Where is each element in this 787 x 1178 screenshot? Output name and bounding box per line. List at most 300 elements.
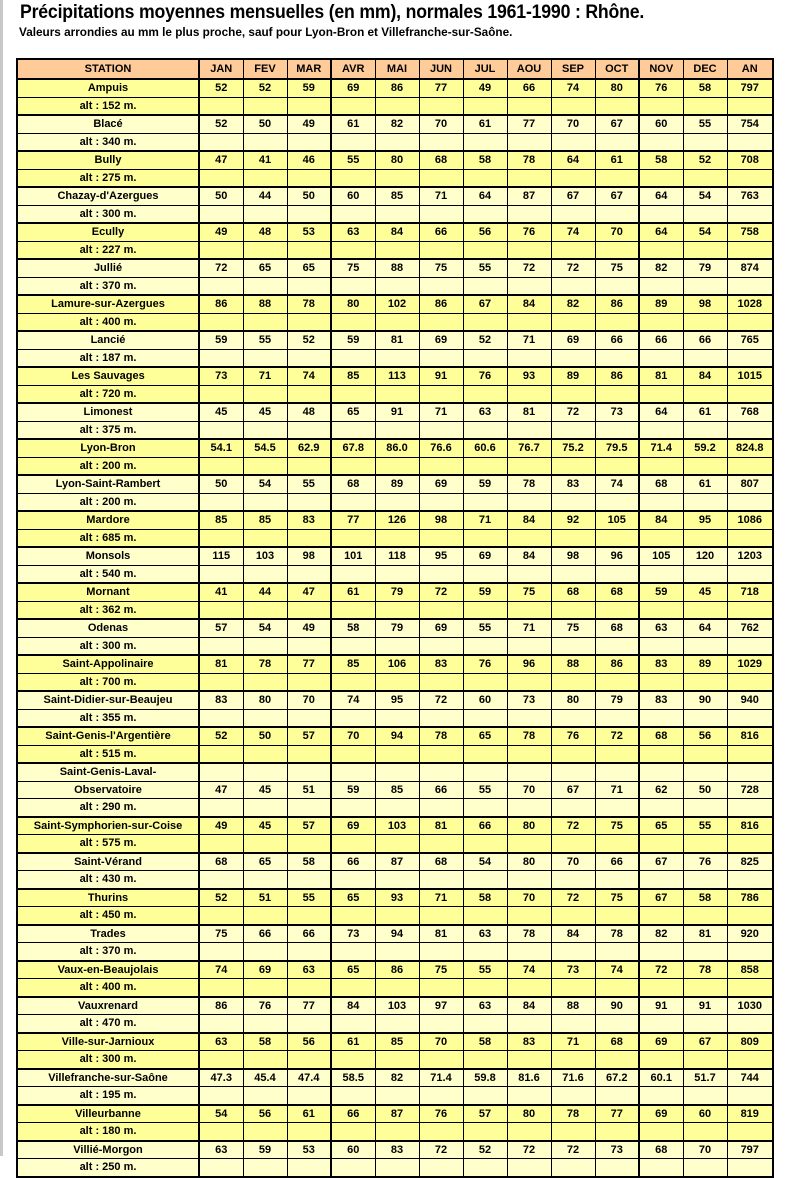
- empty-cell: [551, 1159, 595, 1177]
- station-name: Odenas: [17, 619, 199, 637]
- empty-cell: [551, 835, 595, 853]
- value-dec: 45: [683, 583, 727, 601]
- value-jul: 64: [463, 187, 507, 205]
- empty-cell: [463, 205, 507, 223]
- empty-cell: [727, 745, 773, 763]
- empty-cell: [595, 1051, 639, 1069]
- value-nov: 67: [639, 889, 683, 907]
- value-oct: 70: [595, 223, 639, 241]
- value-aou: 76: [507, 223, 551, 241]
- value-oct: 66: [595, 331, 639, 349]
- empty-cell: [507, 871, 551, 889]
- empty-cell: [199, 601, 243, 619]
- empty-cell: [287, 241, 331, 259]
- empty-cell: [243, 709, 287, 727]
- empty-cell: [375, 601, 419, 619]
- station-group: [17, 1105, 773, 1141]
- empty-cell: [287, 835, 331, 853]
- station-name: Saint-Appolinaire: [17, 655, 199, 673]
- value-sep: 83: [551, 475, 595, 493]
- empty-cell: [243, 979, 287, 997]
- value-nov: 82: [639, 925, 683, 943]
- value-jan: 49: [199, 817, 243, 835]
- value-jul: 57: [463, 1105, 507, 1123]
- empty-cell: [243, 277, 287, 295]
- value-dec: 70: [683, 1141, 727, 1159]
- value-jul: 59: [463, 583, 507, 601]
- value-jul: 49: [463, 79, 507, 97]
- empty-cell: [243, 601, 287, 619]
- station-group: [17, 691, 773, 727]
- value-oct: 68: [595, 619, 639, 637]
- empty-cell: [507, 1159, 551, 1177]
- empty-cell: [419, 745, 463, 763]
- empty-cell: [463, 529, 507, 547]
- empty-cell: [595, 1087, 639, 1105]
- empty-cell: [595, 745, 639, 763]
- empty-cell: [683, 1015, 727, 1033]
- value-mai: 82: [375, 115, 419, 133]
- empty-cell: [595, 1123, 639, 1141]
- value-jul: 52: [463, 1141, 507, 1159]
- value-an: 762: [727, 619, 773, 637]
- column-header-mar: MAR: [287, 59, 331, 79]
- station-name: Lancié: [17, 331, 199, 349]
- value-dec: 64: [683, 619, 727, 637]
- station-group: [17, 547, 773, 583]
- value-avr: 80: [331, 295, 375, 313]
- value-nov: 83: [639, 655, 683, 673]
- value-jan: 47.3: [199, 1069, 243, 1087]
- empty-cell: [639, 457, 683, 475]
- empty-cell: [683, 565, 727, 583]
- precipitation-table: [16, 58, 774, 1178]
- value-oct: 77: [595, 1105, 639, 1123]
- value-mai: 102: [375, 295, 419, 313]
- value-jan: 57: [199, 619, 243, 637]
- empty-cell: [463, 601, 507, 619]
- value-fev: 65: [243, 853, 287, 871]
- value-fev: 51: [243, 889, 287, 907]
- empty-cell: [199, 943, 243, 961]
- value-mai: 103: [375, 997, 419, 1015]
- empty-cell: [551, 745, 595, 763]
- empty-cell: [375, 1051, 419, 1069]
- value-oct: 96: [595, 547, 639, 565]
- column-header-aou: AOU: [507, 59, 551, 79]
- value-jun: 97: [419, 997, 463, 1015]
- value-dec: 59.2: [683, 439, 727, 457]
- value-fev: 52: [243, 79, 287, 97]
- altitude-row: [17, 385, 773, 403]
- empty-cell: [551, 1123, 595, 1141]
- altitude-row: [17, 871, 773, 889]
- empty-cell: [595, 871, 639, 889]
- empty-cell: [551, 565, 595, 583]
- station-group: [17, 79, 773, 115]
- empty-cell: [287, 421, 331, 439]
- value-jan: 52: [199, 115, 243, 133]
- value-sep: 75: [551, 619, 595, 637]
- station-row: [17, 187, 773, 205]
- empty-cell: [463, 277, 507, 295]
- empty-cell: [199, 1051, 243, 1069]
- value-jun: 70: [419, 1033, 463, 1051]
- empty-cell: [243, 799, 287, 817]
- value-oct: 86: [595, 367, 639, 385]
- value-fev: 80: [243, 691, 287, 709]
- empty-cell: [595, 907, 639, 925]
- value-avr: 69: [331, 79, 375, 97]
- station-group: [17, 475, 773, 511]
- value-aou: 71: [507, 331, 551, 349]
- empty-cell: [331, 565, 375, 583]
- value-fev: 45: [243, 781, 287, 799]
- value-aou: 72: [507, 259, 551, 277]
- value-aou: 72: [507, 1141, 551, 1159]
- value-oct: 75: [595, 889, 639, 907]
- empty-cell: [727, 205, 773, 223]
- empty-cell: [551, 1015, 595, 1033]
- value-oct: 86: [595, 655, 639, 673]
- empty-cell: [419, 943, 463, 961]
- altitude-row: [17, 169, 773, 187]
- value-mar: 46: [287, 151, 331, 169]
- value-nov: 91: [639, 997, 683, 1015]
- empty-cell: [243, 1123, 287, 1141]
- empty-cell: [463, 943, 507, 961]
- value-dec: 56: [683, 727, 727, 745]
- value-an: 754: [727, 115, 773, 133]
- empty-cell: [727, 709, 773, 727]
- empty-cell: [419, 169, 463, 187]
- empty-cell: [419, 205, 463, 223]
- empty-cell: [507, 763, 551, 781]
- empty-cell: [551, 349, 595, 367]
- value-oct: 67: [595, 115, 639, 133]
- empty-cell: [727, 529, 773, 547]
- value-fev: 71: [243, 367, 287, 385]
- empty-cell: [243, 943, 287, 961]
- value-fev: 50: [243, 727, 287, 745]
- empty-cell: [595, 241, 639, 259]
- value-an: 758: [727, 223, 773, 241]
- value-sep: 71: [551, 1033, 595, 1051]
- value-mai: 83: [375, 1141, 419, 1159]
- empty-cell: [331, 457, 375, 475]
- value-aou: 80: [507, 853, 551, 871]
- empty-cell: [727, 493, 773, 511]
- value-mai: 88: [375, 259, 419, 277]
- value-dec: 120: [683, 547, 727, 565]
- value-mai: 85: [375, 1033, 419, 1051]
- value-dec: 52: [683, 151, 727, 169]
- station-row: [17, 295, 773, 313]
- station-altitude: alt : 187 m.: [17, 349, 199, 367]
- empty-cell: [331, 97, 375, 115]
- value-mai: 86: [375, 79, 419, 97]
- station-group: [17, 1141, 773, 1177]
- value-sep: 84: [551, 925, 595, 943]
- empty-cell: [287, 709, 331, 727]
- empty-cell: [727, 1087, 773, 1105]
- empty-cell: [243, 1051, 287, 1069]
- empty-cell: [551, 205, 595, 223]
- value-jan: 52: [199, 889, 243, 907]
- value-sep: 73: [551, 961, 595, 979]
- station-row: [17, 655, 773, 673]
- empty-cell: [551, 1087, 595, 1105]
- value-mai: 84: [375, 223, 419, 241]
- value-nov: 65: [639, 817, 683, 835]
- value-sep: 72: [551, 259, 595, 277]
- empty-cell: [287, 673, 331, 691]
- empty-cell: [595, 457, 639, 475]
- empty-cell: [331, 943, 375, 961]
- empty-cell: [727, 979, 773, 997]
- empty-cell: [287, 97, 331, 115]
- value-nov: 63: [639, 619, 683, 637]
- empty-cell: [683, 763, 727, 781]
- value-sep: 76: [551, 727, 595, 745]
- value-jul: 76: [463, 655, 507, 673]
- empty-cell: [419, 601, 463, 619]
- value-jul: 66: [463, 817, 507, 835]
- value-oct: 68: [595, 1033, 639, 1051]
- value-nov: 59: [639, 583, 683, 601]
- empty-cell: [375, 313, 419, 331]
- empty-cell: [727, 133, 773, 151]
- value-jun: 71: [419, 403, 463, 421]
- empty-cell: [727, 421, 773, 439]
- value-sep: 69: [551, 331, 595, 349]
- station-altitude: alt : 400 m.: [17, 313, 199, 331]
- value-jun: 81: [419, 817, 463, 835]
- value-an: 1028: [727, 295, 773, 313]
- station-name: Les Sauvages: [17, 367, 199, 385]
- empty-cell: [595, 565, 639, 583]
- value-nov: 64: [639, 187, 683, 205]
- value-fev: 44: [243, 187, 287, 205]
- empty-cell: [639, 745, 683, 763]
- empty-cell: [419, 421, 463, 439]
- value-jan: 85: [199, 511, 243, 529]
- empty-cell: [243, 529, 287, 547]
- value-jun: 81: [419, 925, 463, 943]
- value-aou: 74: [507, 961, 551, 979]
- value-avr: 63: [331, 223, 375, 241]
- empty-cell: [287, 745, 331, 763]
- empty-cell: [419, 493, 463, 511]
- empty-cell: [727, 673, 773, 691]
- station-row: [17, 727, 773, 745]
- value-aou: 84: [507, 295, 551, 313]
- value-aou: 78: [507, 925, 551, 943]
- value-oct: 105: [595, 511, 639, 529]
- station-row: [17, 691, 773, 709]
- value-an: 728: [727, 781, 773, 799]
- column-header-avr: AVR: [331, 59, 375, 79]
- empty-cell: [683, 673, 727, 691]
- station-altitude: alt : 540 m.: [17, 565, 199, 583]
- empty-cell: [639, 637, 683, 655]
- empty-cell: [463, 493, 507, 511]
- empty-cell: [287, 1159, 331, 1177]
- station-altitude: alt : 340 m.: [17, 133, 199, 151]
- value-oct: 74: [595, 475, 639, 493]
- value-mai: 82: [375, 1069, 419, 1087]
- value-mai: 85: [375, 781, 419, 799]
- value-sep: 72: [551, 817, 595, 835]
- value-aou: 87: [507, 187, 551, 205]
- empty-cell: [595, 277, 639, 295]
- empty-cell: [331, 1015, 375, 1033]
- station-altitude: alt : 227 m.: [17, 241, 199, 259]
- empty-cell: [331, 799, 375, 817]
- empty-cell: [639, 313, 683, 331]
- empty-cell: [683, 943, 727, 961]
- empty-cell: [419, 385, 463, 403]
- station-row: [17, 853, 773, 871]
- empty-cell: [551, 799, 595, 817]
- empty-cell: [199, 979, 243, 997]
- value-jul: 60: [463, 691, 507, 709]
- empty-cell: [595, 385, 639, 403]
- empty-cell: [639, 673, 683, 691]
- empty-cell: [419, 565, 463, 583]
- empty-cell: [639, 835, 683, 853]
- value-jul: 67: [463, 295, 507, 313]
- value-nov: 66: [639, 331, 683, 349]
- empty-cell: [551, 313, 595, 331]
- empty-cell: [419, 871, 463, 889]
- empty-cell: [639, 1015, 683, 1033]
- altitude-row: [17, 799, 773, 817]
- value-mar: 57: [287, 727, 331, 745]
- value-avr: 68: [331, 475, 375, 493]
- station-name-line1: Saint-Genis-Laval-: [17, 763, 199, 781]
- column-header-fev: FEV: [243, 59, 287, 79]
- station-group: [17, 925, 773, 961]
- station-altitude: alt : 470 m.: [17, 1015, 199, 1033]
- station-row: [17, 259, 773, 277]
- station-name: Saint-Genis-l'Argentière: [17, 727, 199, 745]
- empty-cell: [683, 385, 727, 403]
- value-dec: 55: [683, 817, 727, 835]
- empty-cell: [199, 133, 243, 151]
- value-nov: 71.4: [639, 439, 683, 457]
- station-row: [17, 889, 773, 907]
- value-nov: 68: [639, 475, 683, 493]
- station-altitude: alt : 152 m.: [17, 97, 199, 115]
- station-name: Limonest: [17, 403, 199, 421]
- value-jan: 50: [199, 187, 243, 205]
- empty-cell: [683, 241, 727, 259]
- empty-cell: [507, 1087, 551, 1105]
- empty-cell: [595, 763, 639, 781]
- empty-cell: [375, 169, 419, 187]
- value-mai: 103: [375, 817, 419, 835]
- value-jun: 72: [419, 691, 463, 709]
- value-oct: 67: [595, 187, 639, 205]
- empty-cell: [551, 457, 595, 475]
- empty-cell: [199, 457, 243, 475]
- empty-cell: [463, 907, 507, 925]
- station-name: Lyon-Saint-Rambert: [17, 475, 199, 493]
- value-oct: 72: [595, 727, 639, 745]
- empty-cell: [331, 763, 375, 781]
- value-dec: 91: [683, 997, 727, 1015]
- value-oct: 78: [595, 925, 639, 943]
- empty-cell: [683, 133, 727, 151]
- value-mai: 79: [375, 619, 419, 637]
- empty-cell: [463, 385, 507, 403]
- station-name: Villié-Morgon: [17, 1141, 199, 1159]
- empty-cell: [419, 673, 463, 691]
- station-row: [17, 223, 773, 241]
- value-nov: 62: [639, 781, 683, 799]
- empty-cell: [551, 421, 595, 439]
- station-row: [17, 367, 773, 385]
- empty-cell: [727, 601, 773, 619]
- empty-cell: [243, 349, 287, 367]
- value-oct: 61: [595, 151, 639, 169]
- empty-cell: [243, 871, 287, 889]
- altitude-row: [17, 637, 773, 655]
- value-aou: 70: [507, 781, 551, 799]
- value-jun: 86: [419, 295, 463, 313]
- value-jul: 65: [463, 727, 507, 745]
- station-altitude: alt : 575 m.: [17, 835, 199, 853]
- empty-cell: [287, 1087, 331, 1105]
- empty-cell: [507, 835, 551, 853]
- empty-cell: [463, 709, 507, 727]
- value-avr: 85: [331, 367, 375, 385]
- station-name: Villefranche-sur-Saône: [17, 1069, 199, 1087]
- empty-cell: [727, 835, 773, 853]
- empty-cell: [199, 907, 243, 925]
- empty-cell: [287, 1051, 331, 1069]
- empty-cell: [287, 169, 331, 187]
- value-nov: 69: [639, 1033, 683, 1051]
- station-group: [17, 115, 773, 151]
- altitude-row: [17, 1159, 773, 1177]
- value-nov: 76: [639, 79, 683, 97]
- value-jan: 54.1: [199, 439, 243, 457]
- value-jan: 86: [199, 997, 243, 1015]
- value-an: 816: [727, 727, 773, 745]
- value-oct: 66: [595, 853, 639, 871]
- value-jun: 71.4: [419, 1069, 463, 1087]
- station-altitude: alt : 685 m.: [17, 529, 199, 547]
- value-fev: 103: [243, 547, 287, 565]
- empty-cell: [375, 799, 419, 817]
- value-aou: 77: [507, 115, 551, 133]
- empty-cell: [463, 1087, 507, 1105]
- value-mai: 95: [375, 691, 419, 709]
- empty-cell: [287, 565, 331, 583]
- station-altitude: alt : 200 m.: [17, 493, 199, 511]
- station-altitude: alt : 370 m.: [17, 277, 199, 295]
- empty-cell: [595, 601, 639, 619]
- value-sep: 89: [551, 367, 595, 385]
- empty-cell: [463, 637, 507, 655]
- empty-cell: [331, 871, 375, 889]
- empty-cell: [639, 1123, 683, 1141]
- empty-cell: [727, 763, 773, 781]
- empty-cell: [375, 205, 419, 223]
- value-an: 744: [727, 1069, 773, 1087]
